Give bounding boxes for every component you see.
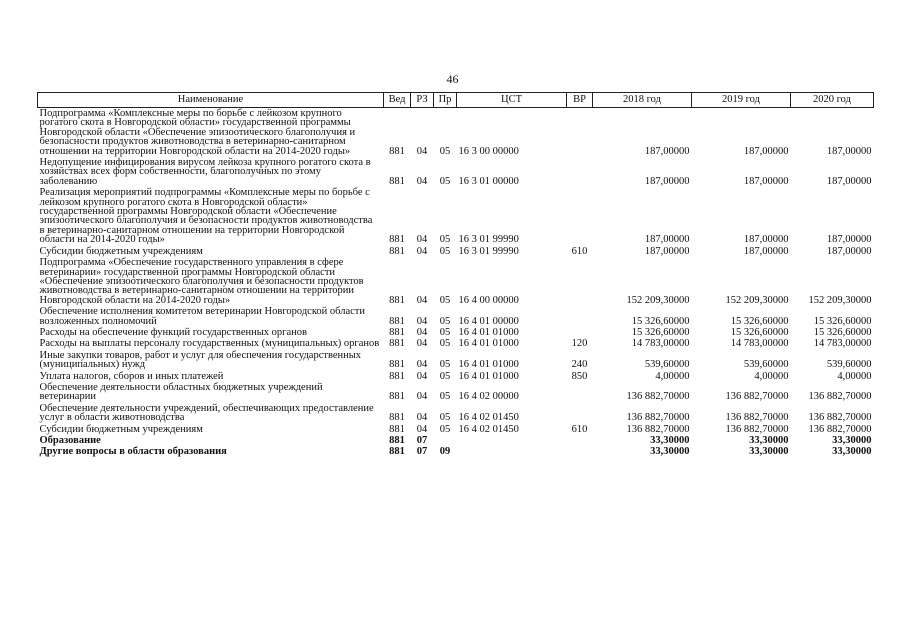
row-vr <box>567 382 593 403</box>
table-row <box>38 382 874 403</box>
row-rz: 07 <box>416 435 428 446</box>
row-name: Подпрограмма «Комплексные меры по борьбе с лейкозом крупного рогатого скота в Новгородской области» государственной программы Новгородской области «Обеспечение эпизоотического благополучия и безопасности продуктов животноводства в ветеринарно-санитарном отношении на территории Новгородской области на 2014-2020 годы» <box>39 108 356 157</box>
row-ved: 881 <box>389 370 405 382</box>
header-2018: 2018 год <box>593 93 692 108</box>
row-2019: 33,30000 <box>749 446 789 458</box>
row-vr <box>567 108 593 158</box>
row-rz: 04 <box>416 370 428 382</box>
row-rz: 04 <box>416 412 428 424</box>
row-2020: 136 882,70000 <box>808 423 872 435</box>
row-vr: 120 <box>571 338 588 350</box>
row-cst: 16 4 02 01450 <box>458 423 519 435</box>
row-ved: 881 <box>389 412 405 424</box>
row-2020: 33,30000 <box>832 446 872 458</box>
row-cst <box>457 446 567 457</box>
row-2018: 187,00000 <box>644 145 690 157</box>
row-rz: 04 <box>416 326 428 338</box>
row-name: Расходы на обеспечение функций государственных органов <box>39 326 307 338</box>
row-2019: 187,00000 <box>743 145 789 157</box>
row-vr: 240 <box>571 359 588 371</box>
row-ved: 881 <box>389 145 405 157</box>
row-cst: 16 4 01 01000 <box>458 338 519 350</box>
row-vr: 610 <box>571 245 588 257</box>
row-2018: 14 783,00000 <box>631 338 690 350</box>
row-cst: 16 4 02 00000 <box>458 391 519 403</box>
row-2018: 136 882,70000 <box>626 412 690 424</box>
row-vr <box>567 187 593 245</box>
table-body <box>38 108 874 458</box>
row-pr: 05 <box>439 412 451 424</box>
row-ved: 881 <box>389 234 405 246</box>
row-pr: 05 <box>439 391 451 403</box>
row-vr <box>567 403 593 424</box>
row-rz: 04 <box>416 294 428 306</box>
row-cst <box>457 435 567 446</box>
table-row <box>38 350 874 371</box>
row-pr: 05 <box>439 145 451 157</box>
budget-table <box>37 92 874 458</box>
row-ved: 881 <box>389 245 405 257</box>
row-2019: 14 783,00000 <box>730 338 789 350</box>
row-cst: 16 4 02 01450 <box>458 412 519 424</box>
row-name: Обеспечение деятельности областных бюджетных учреждений ветеринарии <box>39 381 323 403</box>
row-name: Образование <box>39 435 101 446</box>
row-ved: 881 <box>389 338 405 350</box>
row-cst: 16 4 01 01000 <box>458 359 519 371</box>
row-2018: 136 882,70000 <box>626 423 690 435</box>
table-row <box>38 371 874 382</box>
row-2020: 187,00000 <box>826 245 872 257</box>
row-2020: 33,30000 <box>832 435 872 446</box>
row-vr <box>567 446 593 457</box>
row-cst: 16 3 01 99990 <box>458 245 519 257</box>
row-2019: 187,00000 <box>743 245 789 257</box>
row-ved: 881 <box>389 326 405 338</box>
row-2019: 15 326,60000 <box>730 315 789 327</box>
row-2020: 14 783,00000 <box>813 338 872 350</box>
table-row <box>38 187 874 245</box>
table-row <box>38 403 874 424</box>
row-2019: 4,00000 <box>754 370 789 382</box>
header-pr: Пр <box>434 93 457 108</box>
row-2018: 187,00000 <box>644 175 690 187</box>
row-cst: 16 4 01 00000 <box>458 315 519 327</box>
row-2020: 136 882,70000 <box>808 391 872 403</box>
row-pr: 05 <box>439 294 451 306</box>
row-pr: 05 <box>439 338 451 350</box>
row-pr: 05 <box>439 245 451 257</box>
row-2020: 15 326,60000 <box>813 315 872 327</box>
row-2019: 136 882,70000 <box>725 412 789 424</box>
table-row <box>38 435 874 446</box>
row-name: Уплата налогов, сборов и иных платежей <box>39 370 224 382</box>
row-2018: 15 326,60000 <box>631 326 690 338</box>
row-pr: 05 <box>439 234 451 246</box>
row-2019: 136 882,70000 <box>725 423 789 435</box>
row-rz: 04 <box>416 245 428 257</box>
row-vr: 850 <box>571 370 588 382</box>
row-name: Обеспечение исполнения комитетом ветеринарии Новгородской области возложенных полномочий <box>39 306 365 327</box>
row-2020: 4,00000 <box>837 370 872 382</box>
row-2020: 136 882,70000 <box>808 412 872 424</box>
page-number: 46 <box>446 72 459 86</box>
row-ved: 881 <box>389 315 405 327</box>
row-name: Расходы на выплаты персоналу государственных (муниципальных) органов <box>39 338 380 350</box>
row-cst: 16 4 01 01000 <box>458 370 519 382</box>
row-rz: 04 <box>416 423 428 435</box>
row-2019: 33,30000 <box>749 435 789 446</box>
header-2019: 2019 год <box>692 93 791 108</box>
table-row <box>38 108 874 158</box>
row-cst: 16 3 01 99990 <box>458 234 519 246</box>
row-name: Обеспечение деятельности учреждений, обеспечивающих предоставление услуг в области животноводства <box>39 402 374 424</box>
table-row <box>38 424 874 435</box>
row-ved: 881 <box>389 446 405 458</box>
row-2018: 15 326,60000 <box>631 315 690 327</box>
row-2018: 187,00000 <box>644 245 690 257</box>
row-ved: 881 <box>389 175 405 187</box>
row-2019: 136 882,70000 <box>725 391 789 403</box>
row-pr: 05 <box>439 359 451 371</box>
row-rz: 07 <box>416 446 428 458</box>
row-name: Иные закупки товаров, работ и услуг для обеспечения государственных (муниципальных) нужд <box>39 349 362 371</box>
row-pr: 09 <box>439 446 451 458</box>
row-ved: 881 <box>389 423 405 435</box>
header-ved: Вед <box>384 93 411 108</box>
row-2019: 187,00000 <box>743 234 789 246</box>
header-rz: РЗ <box>411 93 434 108</box>
row-vr <box>567 435 593 446</box>
row-2018: 4,00000 <box>655 370 690 382</box>
row-name: Недопущение инфицирования вирусом лейкоза крупного рогатого скота в хозяйствах всех форм собственности, благополучных по этому заболеванию <box>39 157 371 187</box>
row-pr: 05 <box>439 326 451 338</box>
row-2018: 539,60000 <box>644 359 690 371</box>
row-name: Реализация мероприятий подпрограммы «Комплексные меры по борьбе с лейкозом крупного рогатого скота в Новгородской области» государственной программы Новгородской области «Обеспечение эпизоотического благополучия и безопасности продуктов животноводства в ветеринарно-санитарном отношении на территории Новгородской области на 2014-2020 годы» <box>39 187 373 246</box>
row-ved: 881 <box>389 359 405 371</box>
row-pr: 05 <box>439 423 451 435</box>
row-name: Другие вопросы в области образования <box>39 446 227 458</box>
table-row <box>38 338 874 349</box>
table-row <box>38 327 874 338</box>
header-vr: ВР <box>567 93 593 108</box>
row-rz: 04 <box>416 391 428 403</box>
row-2019: 152 209,30000 <box>725 294 789 306</box>
row-rz: 04 <box>416 175 428 187</box>
table-row <box>38 157 874 187</box>
row-pr: 05 <box>439 315 451 327</box>
row-rz: 04 <box>416 338 428 350</box>
row-ved: 881 <box>389 435 405 446</box>
row-cst: 16 4 00 00000 <box>458 294 519 306</box>
row-name: Субсидии бюджетным учреждениям <box>39 423 203 435</box>
row-2020: 187,00000 <box>826 234 872 246</box>
row-2019: 187,00000 <box>743 175 789 187</box>
row-vr <box>567 257 593 306</box>
row-name: Подпрограмма «Обеспечение государственного управления в сфере ветеринарии» государственной программы Новгородской области «Обеспечение эпизоотического благополучия и безопасности продуктов животноводства в ветеринарно-санитарном отношении на территории Новгородской области на 2014-2020 годы» <box>39 257 364 306</box>
row-name: Субсидии бюджетным учреждениям <box>39 245 203 257</box>
row-vr: 610 <box>571 423 588 435</box>
row-ved: 881 <box>389 294 405 306</box>
row-rz: 04 <box>416 234 428 246</box>
row-vr <box>567 306 593 327</box>
table-row <box>38 446 874 457</box>
row-cst: 16 3 00 00000 <box>458 145 519 157</box>
row-2019: 539,60000 <box>743 359 789 371</box>
header-2020: 2020 год <box>791 93 874 108</box>
table-row <box>38 246 874 257</box>
row-2018: 33,30000 <box>650 435 690 446</box>
table-header <box>38 93 874 108</box>
row-ved: 881 <box>389 391 405 403</box>
row-2018: 33,30000 <box>650 446 690 458</box>
row-pr <box>434 435 457 446</box>
row-pr: 05 <box>439 370 451 382</box>
row-2020: 187,00000 <box>826 145 872 157</box>
table-row <box>38 257 874 306</box>
row-vr <box>567 157 593 187</box>
row-2019: 15 326,60000 <box>730 326 789 338</box>
row-cst: 16 3 01 00000 <box>458 175 519 187</box>
row-rz: 04 <box>416 315 428 327</box>
row-2018: 187,00000 <box>644 234 690 246</box>
row-2018: 136 882,70000 <box>626 391 690 403</box>
row-cst: 16 4 01 01000 <box>458 326 519 338</box>
header-cst: ЦСТ <box>457 93 567 108</box>
row-rz: 04 <box>416 359 428 371</box>
header-name: Наименование <box>38 93 384 108</box>
table-row <box>38 306 874 327</box>
row-2020: 15 326,60000 <box>813 326 872 338</box>
row-pr: 05 <box>439 175 451 187</box>
row-vr <box>567 327 593 338</box>
row-2020: 152 209,30000 <box>808 294 872 306</box>
row-rz: 04 <box>416 145 428 157</box>
row-2020: 187,00000 <box>826 175 872 187</box>
row-2018: 152 209,30000 <box>626 294 690 306</box>
row-2020: 539,60000 <box>826 359 872 371</box>
